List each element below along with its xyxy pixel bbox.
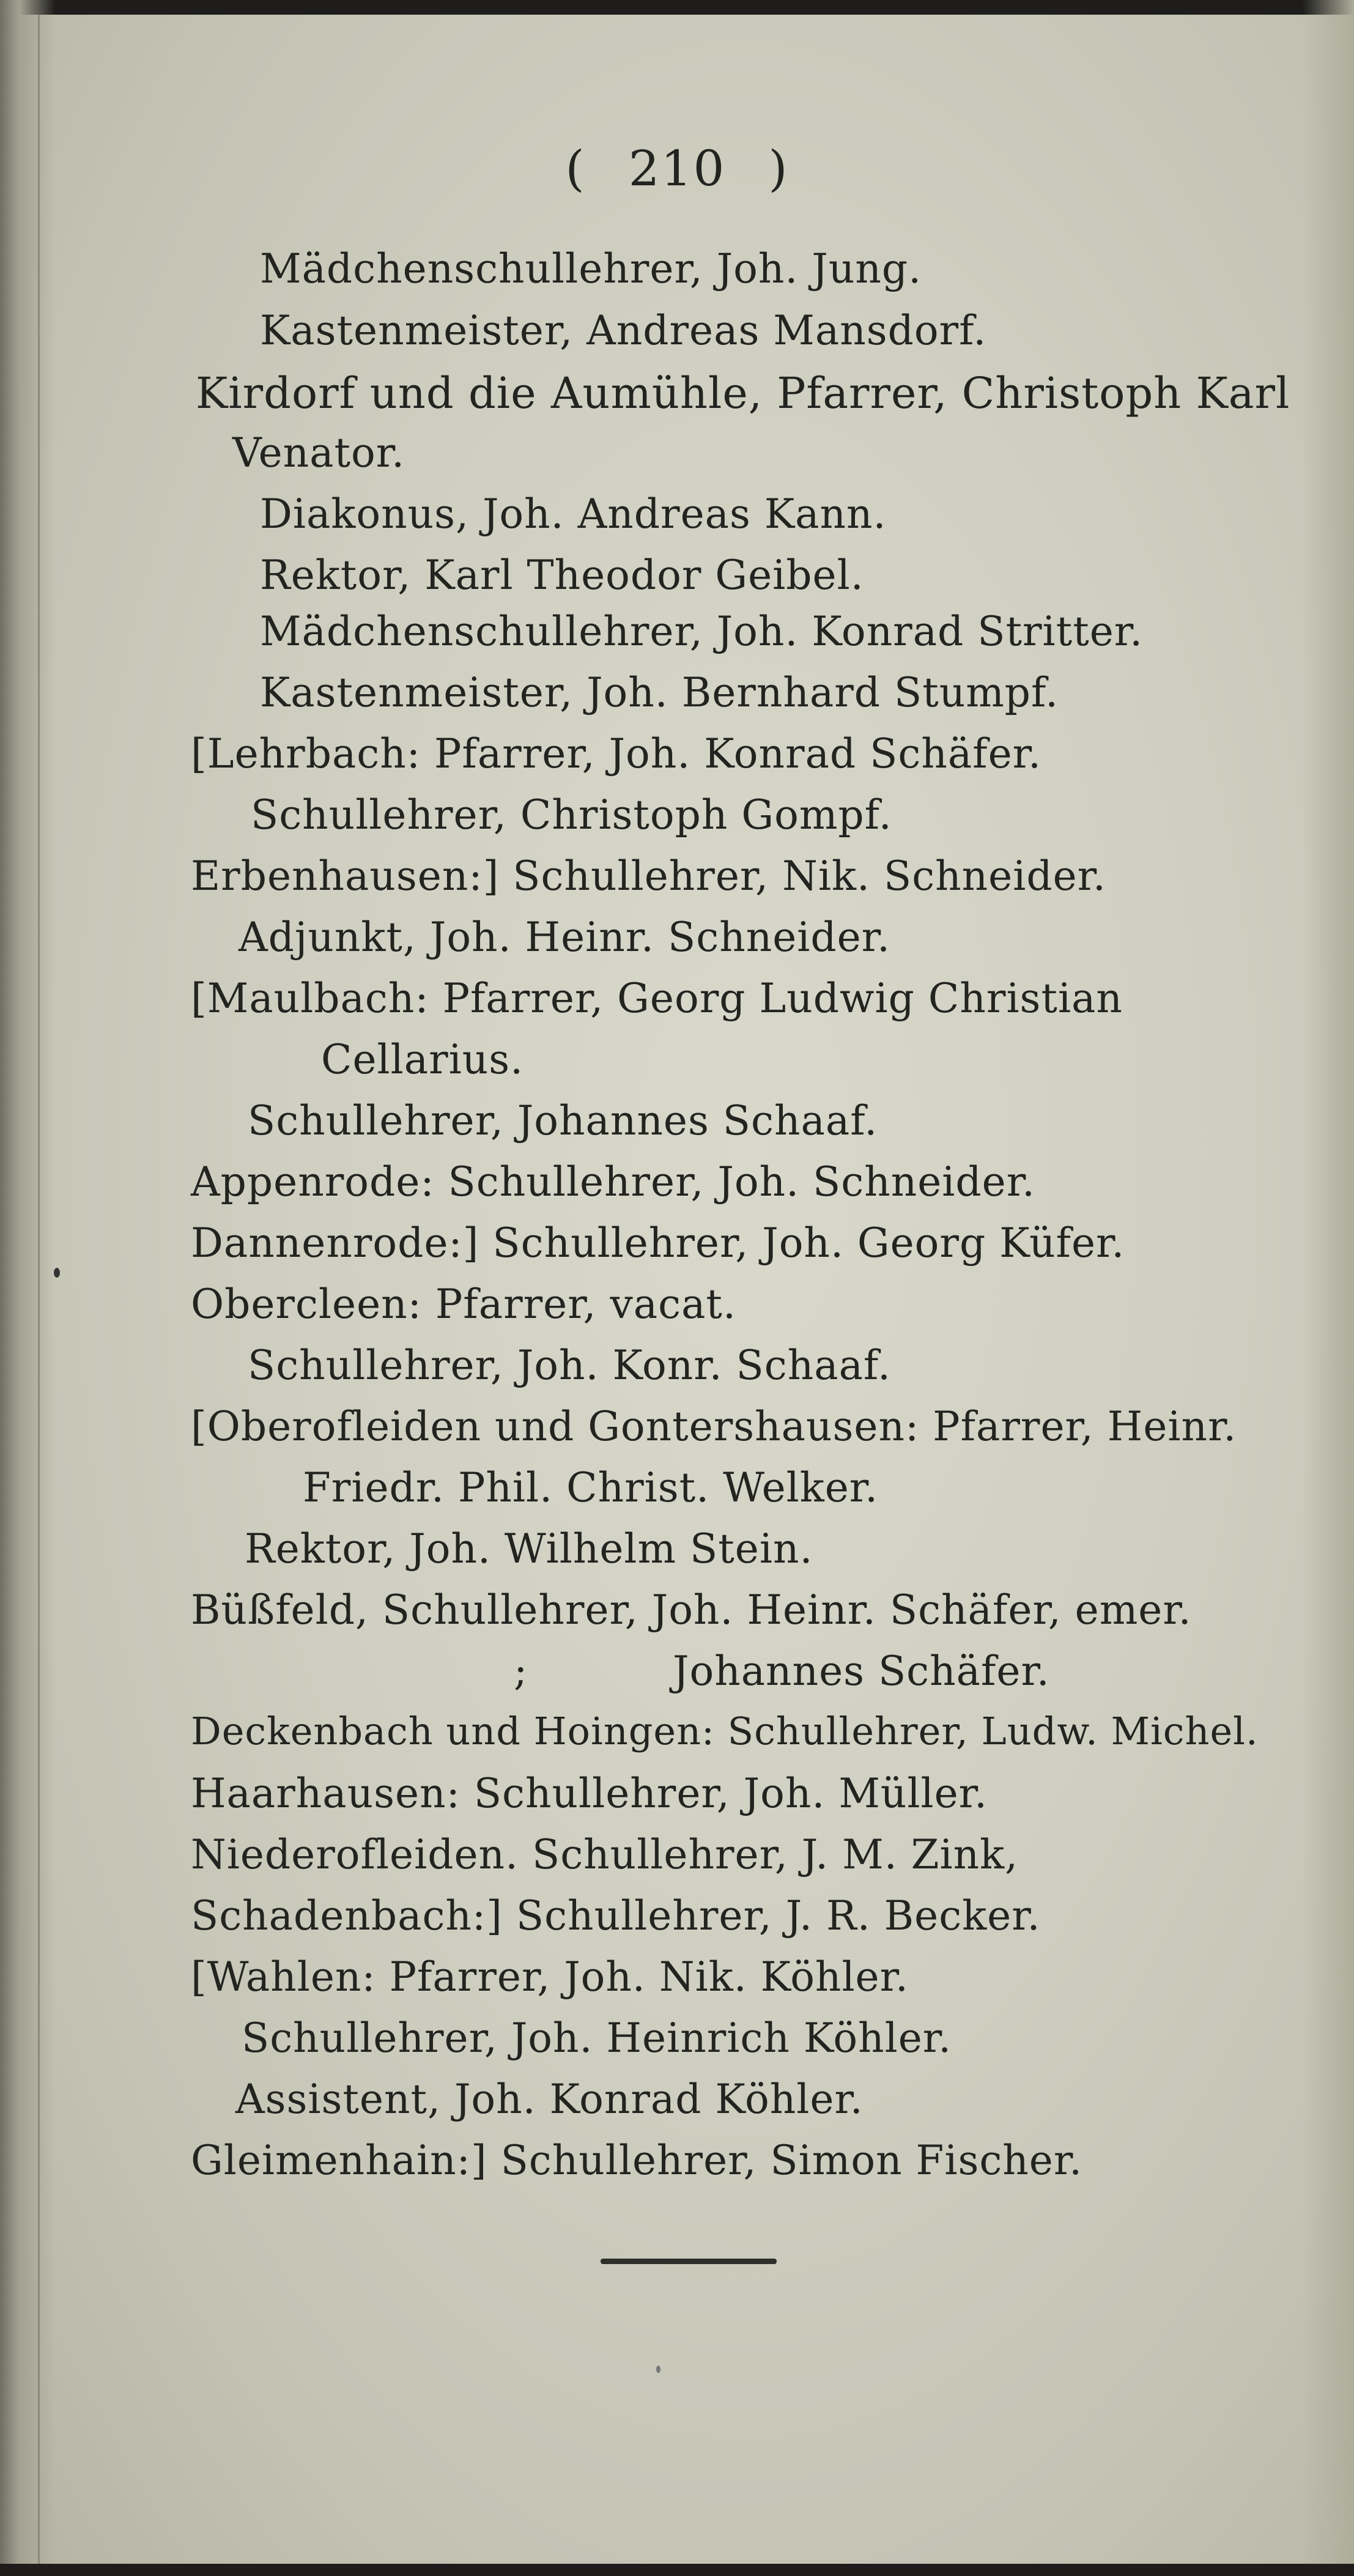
scan-border-bottom xyxy=(0,2564,1354,2576)
header-close-paren: ) xyxy=(768,140,789,197)
text-line: Friedr. Phil. Christ. Welker. xyxy=(303,1464,879,1511)
text-line: Dannenrode:] Schullehrer, Joh. Georg Küfer. xyxy=(191,1220,1125,1267)
ink-speck xyxy=(54,1268,60,1278)
text-line: Appenrode: Schullehrer, Joh. Schneider. xyxy=(191,1158,1035,1205)
text-line: Erbenhausen:] Schullehrer, Nik. Schneider. xyxy=(191,853,1106,900)
text-line: Kastenmeister, Andreas Mansdorf. xyxy=(260,307,987,354)
text-line: Rektor, Karl Theodor Geibel. xyxy=(260,552,864,599)
text-line: Cellarius. xyxy=(321,1036,524,1083)
text-line: Haarhausen: Schullehrer, Joh. Müller. xyxy=(191,1770,988,1817)
text-line: Adjunkt, Joh. Heinr. Schneider. xyxy=(239,914,890,961)
spine-shadow xyxy=(0,0,55,2576)
text-line: Kastenmeister, Joh. Bernhard Stumpf. xyxy=(260,669,1059,716)
header-open-paren: ( xyxy=(565,140,586,197)
text-line: Mädchenschullehrer, Joh. Jung. xyxy=(260,245,922,292)
ditto-mark: ; xyxy=(514,1648,528,1695)
text-line: Johannes Schäfer. xyxy=(673,1648,1050,1695)
text-line: Gleimenhain:] Schullehrer, Simon Fischer. xyxy=(191,2137,1083,2184)
text-line: [Lehrbach: Pfarrer, Joh. Konrad Schäfer. xyxy=(191,730,1041,777)
text-line: [Oberofleiden und Gontershausen: Pfarrer, Heinr. xyxy=(191,1403,1237,1450)
text-line: Mädchenschullehrer, Joh. Konrad Stritter. xyxy=(260,608,1144,655)
end-rule xyxy=(601,2259,777,2264)
page-edge-shade xyxy=(1303,0,1354,2576)
text-line: Schullehrer, Christoph Gompf. xyxy=(251,791,892,838)
text-line: Schullehrer, Joh. Konr. Schaaf. xyxy=(248,1342,891,1389)
text-line: Schullehrer, Johannes Schaaf. xyxy=(248,1097,878,1144)
text-line: Assistent, Joh. Konrad Köhler. xyxy=(235,2076,864,2123)
text-line: Kirdorf und die Aumühle, Pfarrer, Christoph Karl xyxy=(196,368,1290,418)
text-line: Büßfeld, Schullehrer, Joh. Heinr. Schäfer, emer. xyxy=(191,1586,1192,1634)
text-line: Schullehrer, Joh. Heinrich Köhler. xyxy=(242,2015,952,2062)
text-line: Deckenbach und Hoingen: Schullehrer, Ludw. Michel. xyxy=(191,1709,1259,1753)
scan-border-top xyxy=(0,0,1354,15)
text-line: Venator. xyxy=(232,429,405,476)
text-line: [Wahlen: Pfarrer, Joh. Nik. Köhler. xyxy=(191,1953,909,2000)
text-line: [Maulbach: Pfarrer, Georg Ludwig Christian xyxy=(191,975,1123,1022)
ink-speck xyxy=(656,2366,660,2373)
text-line: Schadenbach:] Schullehrer, J. R. Becker. xyxy=(191,1892,1041,1939)
page-header xyxy=(0,140,1354,197)
text-line: Rektor, Joh. Wilhelm Stein. xyxy=(245,1525,813,1572)
page-number: 210 xyxy=(628,140,726,197)
text-line: Diakonus, Joh. Andreas Kann. xyxy=(260,490,887,538)
text-line: Niederofleiden. Schullehrer, J. M. Zink, xyxy=(191,1831,1019,1878)
spine-line xyxy=(38,15,40,2564)
text-line: Obercleen: Pfarrer, vacat. xyxy=(191,1281,736,1328)
